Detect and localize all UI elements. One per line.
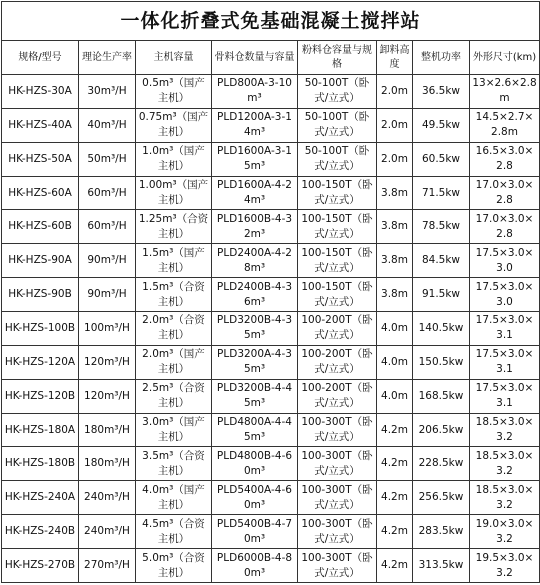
- cell-aggregate-bins: PLD4800B-4-60m³: [212, 447, 298, 481]
- cell-power: 313.5kw: [413, 549, 470, 583]
- cell-capacity: 270m³/H: [79, 549, 136, 583]
- cell-powder-silo: 50-100T（卧式/立式）: [298, 75, 377, 109]
- cell-aggregate-bins: PLD2400B-4-36m³: [212, 278, 298, 312]
- cell-aggregate-bins: PLD4800A-4-45m³: [212, 413, 298, 447]
- header-aggregate-bins: 骨料仓数量与容量: [212, 41, 298, 75]
- cell-aggregate-bins: PLD1600B-4-32m³: [212, 210, 298, 244]
- spec-table: [1, 1, 540, 583]
- header-powder-silo: 粉料仓容量与规格: [298, 41, 377, 75]
- table-row: [2, 549, 540, 583]
- cell-capacity: 30m³/H: [79, 75, 136, 109]
- cell-dimensions: 17.5×3.0×3.0: [470, 244, 540, 278]
- cell-model: HK-HZS-180A: [2, 413, 79, 447]
- cell-powder-silo: 100-300T（卧式/立式）: [298, 549, 377, 583]
- cell-aggregate-bins: PLD3200A-4-35m³: [212, 345, 298, 379]
- cell-discharge-height: 2.0m: [377, 75, 413, 109]
- cell-capacity: 120m³/H: [79, 379, 136, 413]
- cell-powder-silo: 100-150T（卧式/立式）: [298, 176, 377, 210]
- cell-power: 283.5kw: [413, 515, 470, 549]
- header-power: 整机功率: [413, 41, 470, 75]
- cell-mixer: 3.5m³（合资主机）: [136, 447, 212, 481]
- cell-aggregate-bins: PLD5400A-4-60m³: [212, 481, 298, 515]
- table-row: [2, 447, 540, 481]
- header-model: 规格/型号: [2, 41, 79, 75]
- cell-power: 49.5kw: [413, 108, 470, 142]
- header-discharge-height: 卸料高度: [377, 41, 413, 75]
- table-row: [2, 244, 540, 278]
- cell-mixer: 2.0m³（合资主机）: [136, 312, 212, 346]
- cell-discharge-height: 3.8m: [377, 176, 413, 210]
- cell-model: HK-HZS-40A: [2, 108, 79, 142]
- cell-power: 150.5kw: [413, 345, 470, 379]
- table-row: [2, 142, 540, 176]
- cell-capacity: 120m³/H: [79, 345, 136, 379]
- cell-powder-silo: 100-300T（卧式/立式）: [298, 481, 377, 515]
- cell-dimensions: 19.5×3.0×3.2: [470, 549, 540, 583]
- cell-model: HK-HZS-60A: [2, 176, 79, 210]
- cell-mixer: 4.0m³（国产主机）: [136, 481, 212, 515]
- cell-power: 36.5kw: [413, 75, 470, 109]
- cell-discharge-height: 3.8m: [377, 278, 413, 312]
- cell-aggregate-bins: PLD6000B-4-80m³: [212, 549, 298, 583]
- cell-capacity: 240m³/H: [79, 481, 136, 515]
- table-row: [2, 278, 540, 312]
- cell-powder-silo: 50-100T（卧式/立式）: [298, 142, 377, 176]
- cell-model: HK-HZS-120A: [2, 345, 79, 379]
- cell-power: 84.5kw: [413, 244, 470, 278]
- cell-mixer: 1.25m³（合资主机）: [136, 210, 212, 244]
- cell-model: HK-HZS-50A: [2, 142, 79, 176]
- cell-model: HK-HZS-30A: [2, 75, 79, 109]
- table-row: [2, 379, 540, 413]
- cell-capacity: 40m³/H: [79, 108, 136, 142]
- cell-dimensions: 13×2.6×2.8m: [470, 75, 540, 109]
- cell-power: 91.5kw: [413, 278, 470, 312]
- cell-discharge-height: 4.2m: [377, 413, 413, 447]
- cell-discharge-height: 2.0m: [377, 108, 413, 142]
- cell-dimensions: 14.5×2.7×2.8m: [470, 108, 540, 142]
- table-row: [2, 210, 540, 244]
- cell-mixer: 2.0m³（国产主机）: [136, 345, 212, 379]
- cell-powder-silo: 100-200T（卧式/立式）: [298, 345, 377, 379]
- cell-powder-silo: 100-200T（卧式/立式）: [298, 312, 377, 346]
- cell-discharge-height: 4.2m: [377, 515, 413, 549]
- cell-mixer: 3.0m³（国产主机）: [136, 413, 212, 447]
- cell-powder-silo: 100-200T（卧式/立式）: [298, 379, 377, 413]
- cell-dimensions: 17.0×3.0×2.8: [470, 210, 540, 244]
- table-row: [2, 108, 540, 142]
- cell-discharge-height: 4.0m: [377, 379, 413, 413]
- cell-dimensions: 18.5×3.0×3.2: [470, 447, 540, 481]
- cell-discharge-height: 4.2m: [377, 447, 413, 481]
- cell-model: HK-HZS-180B: [2, 447, 79, 481]
- table-row: [2, 312, 540, 346]
- cell-capacity: 60m³/H: [79, 210, 136, 244]
- cell-model: HK-HZS-270B: [2, 549, 79, 583]
- table-row: [2, 413, 540, 447]
- cell-aggregate-bins: PLD1600A-3-15m³: [212, 142, 298, 176]
- cell-powder-silo: 100-300T（卧式/立式）: [298, 447, 377, 481]
- cell-aggregate-bins: PLD3200B-4-45m³: [212, 379, 298, 413]
- cell-discharge-height: 4.0m: [377, 345, 413, 379]
- cell-power: 140.5kw: [413, 312, 470, 346]
- cell-discharge-height: 3.8m: [377, 244, 413, 278]
- cell-powder-silo: 50-100T（卧式/立式）: [298, 108, 377, 142]
- cell-mixer: 2.5m³（合资主机）: [136, 379, 212, 413]
- cell-discharge-height: 3.8m: [377, 210, 413, 244]
- cell-power: 228.5kw: [413, 447, 470, 481]
- cell-model: HK-HZS-90A: [2, 244, 79, 278]
- cell-capacity: 100m³/H: [79, 312, 136, 346]
- cell-mixer: 0.5m³（国产主机）: [136, 75, 212, 109]
- cell-mixer: 5.0m³（合资主机）: [136, 549, 212, 583]
- cell-mixer: 4.5m³（合资主机）: [136, 515, 212, 549]
- cell-aggregate-bins: PLD1200A-3-14m³: [212, 108, 298, 142]
- cell-capacity: 180m³/H: [79, 413, 136, 447]
- cell-dimensions: 17.5×3.0×3.1: [470, 379, 540, 413]
- table-body: [2, 75, 540, 583]
- cell-power: 256.5kw: [413, 481, 470, 515]
- cell-powder-silo: 100-300T（卧式/立式）: [298, 413, 377, 447]
- table-row: [2, 345, 540, 379]
- cell-model: HK-HZS-240A: [2, 481, 79, 515]
- cell-dimensions: 19.0×3.0×3.2: [470, 515, 540, 549]
- cell-discharge-height: 4.0m: [377, 312, 413, 346]
- table-title: 一体化折叠式免基础混凝土搅拌站: [2, 2, 540, 41]
- table-row: [2, 515, 540, 549]
- cell-power: 168.5kw: [413, 379, 470, 413]
- cell-capacity: 50m³/H: [79, 142, 136, 176]
- cell-mixer: 0.75m³（国产主机）: [136, 108, 212, 142]
- cell-powder-silo: 100-150T（卧式/立式）: [298, 278, 377, 312]
- cell-powder-silo: 100-150T（卧式/立式）: [298, 210, 377, 244]
- cell-dimensions: 18.5×3.0×3.2: [470, 481, 540, 515]
- cell-aggregate-bins: PLD2400A-4-28m³: [212, 244, 298, 278]
- cell-power: 78.5kw: [413, 210, 470, 244]
- cell-dimensions: 17.0×3.0×2.8: [470, 176, 540, 210]
- cell-capacity: 180m³/H: [79, 447, 136, 481]
- cell-discharge-height: 4.2m: [377, 549, 413, 583]
- cell-model: HK-HZS-60B: [2, 210, 79, 244]
- cell-discharge-height: 2.0m: [377, 142, 413, 176]
- cell-power: 60.5kw: [413, 142, 470, 176]
- cell-mixer: 1.0m³（国产主机）: [136, 142, 212, 176]
- cell-capacity: 60m³/H: [79, 176, 136, 210]
- cell-mixer: 1.5m³（合资主机）: [136, 278, 212, 312]
- cell-dimensions: 18.5×3.0×3.2: [470, 413, 540, 447]
- cell-mixer: 1.00m³（国产主机）: [136, 176, 212, 210]
- cell-model: HK-HZS-240B: [2, 515, 79, 549]
- cell-model: HK-HZS-90B: [2, 278, 79, 312]
- header-dimensions: 外形尺寸(km): [470, 41, 540, 75]
- table-row: [2, 176, 540, 210]
- cell-power: 71.5kw: [413, 176, 470, 210]
- cell-mixer: 1.5m³（国产主机）: [136, 244, 212, 278]
- cell-aggregate-bins: PLD3200B-4-35m³: [212, 312, 298, 346]
- header-mixer: 主机容量: [136, 41, 212, 75]
- cell-aggregate-bins: PLD5400B-4-70m³: [212, 515, 298, 549]
- cell-capacity: 90m³/H: [79, 278, 136, 312]
- cell-aggregate-bins: PLD800A-3-10m³: [212, 75, 298, 109]
- cell-power: 206.5kw: [413, 413, 470, 447]
- cell-dimensions: 17.5×3.0×3.0: [470, 278, 540, 312]
- header-row: [2, 41, 540, 75]
- cell-discharge-height: 4.2m: [377, 481, 413, 515]
- cell-capacity: 240m³/H: [79, 515, 136, 549]
- cell-dimensions: 17.5×3.0×3.1: [470, 312, 540, 346]
- header-capacity: 理论生产率: [79, 41, 136, 75]
- cell-powder-silo: 100-300T（卧式/立式）: [298, 515, 377, 549]
- cell-dimensions: 16.5×3.0×2.8: [470, 142, 540, 176]
- cell-powder-silo: 100-150T（卧式/立式）: [298, 244, 377, 278]
- cell-model: HK-HZS-120B: [2, 379, 79, 413]
- cell-capacity: 90m³/H: [79, 244, 136, 278]
- table-row: [2, 481, 540, 515]
- cell-aggregate-bins: PLD1600A-4-24m³: [212, 176, 298, 210]
- cell-dimensions: 17.5×3.0×3.1: [470, 345, 540, 379]
- cell-model: HK-HZS-100B: [2, 312, 79, 346]
- table-row: [2, 75, 540, 109]
